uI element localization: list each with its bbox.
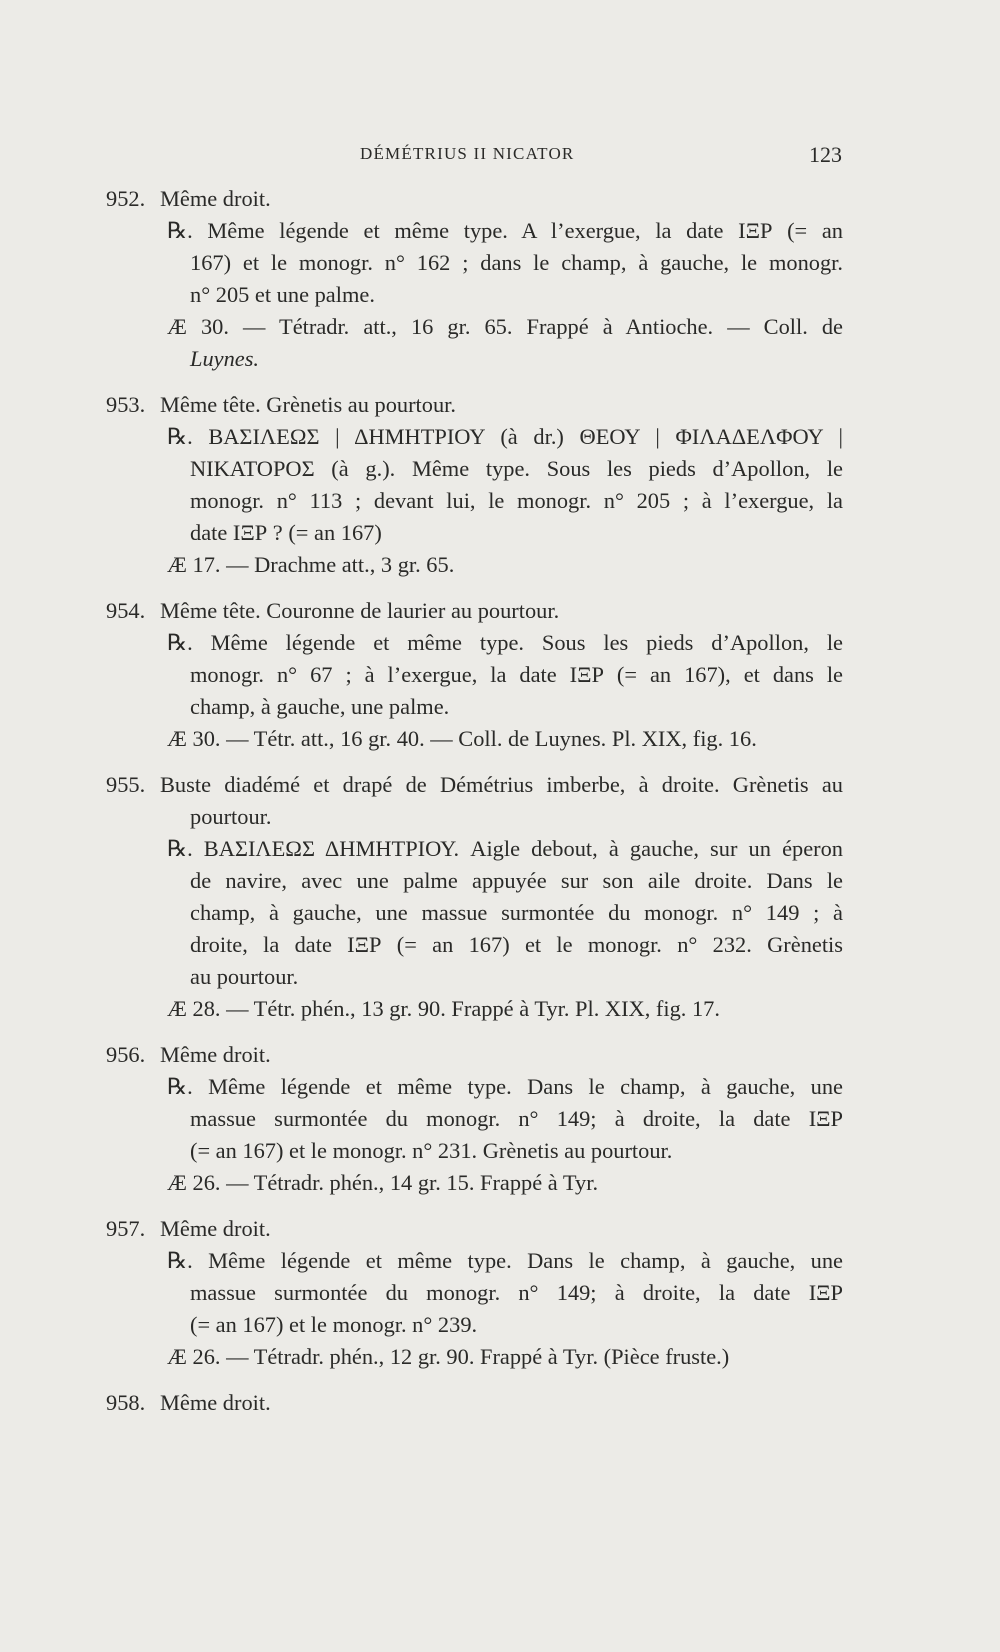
reverse-line: ℞. Même légende et même type. Sous les pieds d’Apollon, le — [167, 630, 843, 655]
reverse-line: monogr. n° 113 ; devant lui, le monogr. n° 205 ; à l’exergue, la — [190, 488, 843, 513]
reverse-line: date ΙΞΡ ? (= an 167) — [190, 520, 382, 545]
obverse-text: Même tête. Grènetis au pourtour. — [160, 392, 456, 417]
entry-958 — [0, 1387, 1000, 1419]
reverse-line: monogr. n° 67 ; à l’exergue, la date ΙΞΡ (= an 167), et dans le — [190, 662, 843, 687]
obverse-text: Même droit. — [160, 186, 271, 211]
page-header — [0, 142, 1000, 172]
description-line: Æ 30. — Tétradr. att., 16 gr. 65. Frappé à Antioche. — Coll. de — [167, 314, 843, 339]
reverse-line: (= an 167) et le monogr. n° 231. Grènetis au pourtour. — [190, 1138, 673, 1163]
entry-number: 956. — [106, 1042, 146, 1067]
reverse-line: ℞. Même légende et même type. Dans le champ, à gauche, une — [167, 1074, 843, 1099]
entry-number: 953. — [106, 392, 146, 417]
entry-957 — [0, 1213, 1000, 1373]
entry-954 — [0, 595, 1000, 755]
catalogue-entries — [0, 183, 1000, 1433]
description-line: Æ 28. — Tétr. phén., 13 gr. 90. Frappé à Tyr. Pl. XIX, fig. 17. — [167, 996, 720, 1021]
description-line: Æ 26. — Tétradr. phén., 14 gr. 15. Frappé à Tyr. — [167, 1170, 599, 1195]
entry-number: 958. — [106, 1390, 146, 1415]
obverse-text: pourtour. — [190, 804, 272, 829]
reverse-line: de navire, avec une palme appuyée sur son aile droite. Dans le — [190, 868, 843, 893]
reverse-line: ℞. Même légende et même type. A l’exergue, la date ΙΞΡ (= an — [167, 218, 843, 243]
running-title: DÉMÉTRIUS II NICATOR — [360, 144, 575, 163]
page-number: 123 — [809, 142, 842, 167]
obverse-text: Buste diadémé et drapé de Démétrius imberbe, à droite. Grènetis au — [160, 772, 843, 797]
entry-number: 952. — [106, 186, 146, 211]
reverse-line: ℞. ΒΑΣΙΛΕΩΣ ΔΗΜΗΤΡΙΟΥ. Aigle debout, à gauche, sur un éperon — [167, 836, 843, 861]
reverse-line: ΝΙΚΑΤΟΡΟΣ (à g.). Même type. Sous les pieds d’Apollon, le — [190, 456, 843, 481]
description-line: Æ 30. — Tétr. att., 16 gr. 40. — Coll. de Luynes. Pl. XIX, fig. 16. — [167, 726, 757, 751]
reverse-line: (= an 167) et le monogr. n° 239. — [190, 1312, 478, 1337]
description-line: Æ 17. — Drachme att., 3 gr. 65. — [167, 552, 455, 577]
reverse-line: massue surmontée du monogr. n° 149; à droite, la date ΙΞΡ — [190, 1280, 843, 1305]
entry-number: 954. — [106, 598, 146, 623]
entry-number: 957. — [106, 1216, 146, 1241]
obverse-text: Même droit. — [160, 1042, 271, 1067]
obverse-text: Même droit. — [160, 1390, 271, 1415]
reverse-line: champ, à gauche, une palme. — [190, 694, 450, 719]
reverse-line: champ, à gauche, une massue surmontée du monogr. n° 149 ; à — [190, 900, 843, 925]
reverse-line: ℞. ΒΑΣΙΛΕΩΣ | ΔΗΜΗΤΡΙΟΥ (à dr.) ΘΕΟΥ | ΦΙΛΑΔΕΛΦΟΥ | — [167, 424, 843, 449]
description-line: Luynes. — [190, 346, 260, 371]
entry-952 — [0, 183, 1000, 375]
entry-953 — [0, 389, 1000, 581]
entry-955 — [0, 769, 1000, 1025]
reverse-line: au pourtour. — [190, 964, 299, 989]
entry-number: 955. — [106, 772, 146, 797]
reverse-line: n° 205 et une palme. — [190, 282, 375, 307]
reverse-line: ℞. Même légende et même type. Dans le champ, à gauche, une — [167, 1248, 843, 1273]
description-line: Æ 26. — Tétradr. phén., 12 gr. 90. Frappé à Tyr. (Pièce fruste.) — [167, 1344, 730, 1369]
obverse-text: Même tête. Couronne de laurier au pourtour. — [160, 598, 560, 623]
obverse-text: Même droit. — [160, 1216, 271, 1241]
reverse-line: massue surmontée du monogr. n° 149; à droite, la date ΙΞΡ — [190, 1106, 843, 1131]
reverse-line: 167) et le monogr. n° 162 ; dans le champ, à gauche, le monogr. — [190, 250, 843, 275]
reverse-line: droite, la date ΙΞΡ (= an 167) et le monogr. n° 232. Grènetis — [190, 932, 843, 957]
entry-956 — [0, 1039, 1000, 1199]
